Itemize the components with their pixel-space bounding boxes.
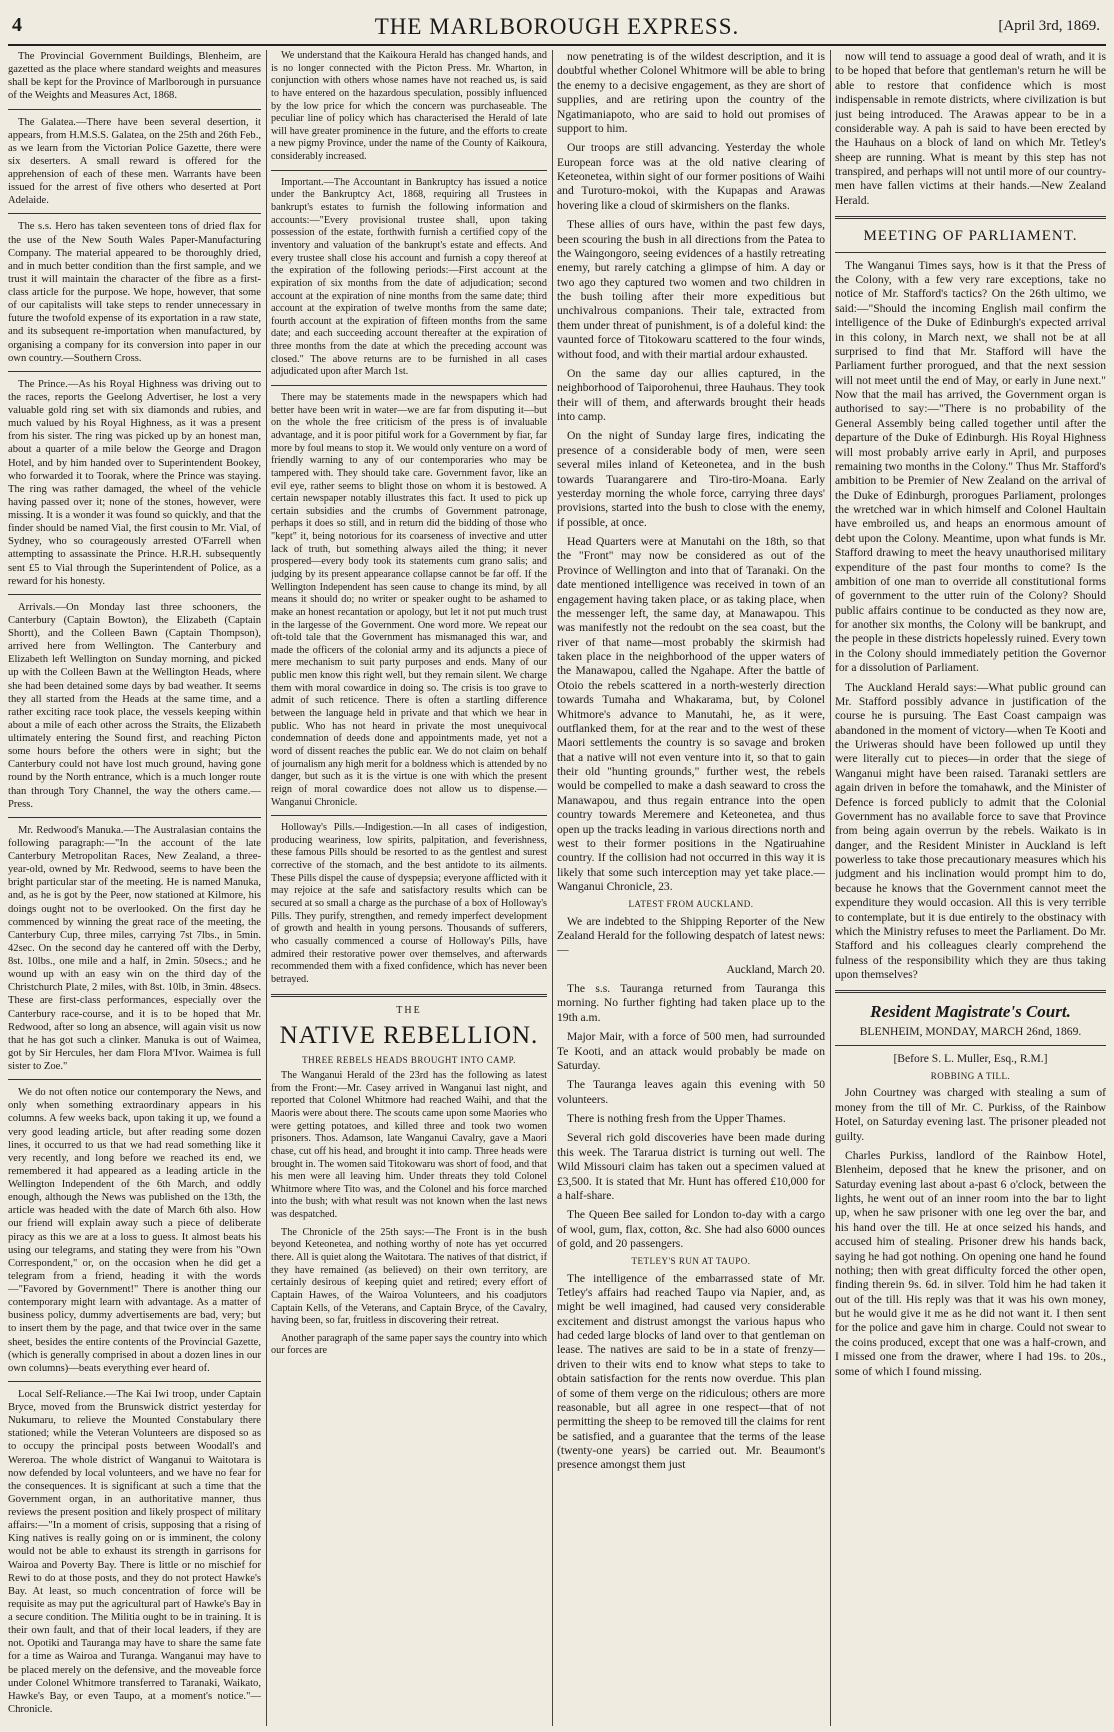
column-rule [266, 50, 267, 1726]
article-purkiss-deposition: Charles Purkiss, landlord of the Rainbow Hotel, Blenheim, deposed that he knew the prisoner, and on Saturday evening last about a-past 6 o'clock, between the lights, he went out of an inner room into the bar to light up, when he saw prisoner with one leg over the bar, and his hand over the till. He at once seized his hands, and accused him of stealing. Prisoner drew his hands back, saying he had got nothing. On opening one hand he found nothing; then with great difficulty forced the other open, finding therein 9s. 6d. in silver. Told him he had taken it out of the till. His reply was that it was his own money, but he would give it me as he did not want it. I then sent for the police and gave him in charge. Could not swear to the coins produced, except that one was a half-crown, and I missed one from the drawer, where I had 19s. to 20s., some of which I found missing. [835, 1148, 1106, 1378]
article-contemporary-news: We do not often notice our contemporary the News, and only when something extraordinary appears in his columns. A few weeks back, upon taking it up, we found a very good leading article, but after reading some dozen lines, it occurred to us that we had read something like it very recently, and long before we reached its end, we remembered it had appeared as a leading article in the Wellington Independent of the 6th March, and oddly enough, although the News was published on the 13th, the article was headed with the date of March 6th also. How our friend will explain away such a piece of deliberate piracy as this we are at a loss to guess. It almost beats his using our telegrams, and stating they were from his "Own Correspondent," or, on the occasion when he did get a telegram from a friend, heading it with the words—"Favored by Government!" There is another thing our contemporary might learn with advantage. As a matter of business policy, dummy advertisements are bad, very; but to insert them by the page, and that twice over in the same sheet, besides the entire contents of the Provincial Gazette, (which is generally comprised in about a dozen lines in our own columns)—beats everything ever heard of. [8, 1087, 261, 1374]
article-wanganui-herald: The Wanganui Herald of the 23rd has the following as latest from the Front:—Mr. Casey arrived in Wanganui last night, and reported that Colonel Whitmore had reached Waihi, and that the Maoris were about there. The scouts came upon some Maories who were getting potatoes, and killed three and took two women prisoners. Thos. Adamson, late Wanganui Cavalry, gave a Maori chase, cut off his head, and brought it into camp. Three heads were brought in. The women said Titokowaru was short of food, and that his men were all leaving him. Under threats they told Colonel Whitmore where Tito was, and the Colonel and his force marched into the bush; with what result was not known when the last news was despatched. [271, 1070, 547, 1221]
double-divider [271, 994, 547, 997]
article-local-self-reliance: Local Self-Reliance.—The Kai Iwi troop, under Captain Bryce, moved from the Brunswick district yesterday for Nukumaru, to relieve the Mounted Constabulary there stationed; while the Veteran Volunteers are disposed so as to occupy the principal posts between Woodall's and Wereroa. The whole district of Wanganui to Waitotara is now defended by local volunteers, and we have no fear for the consequences. It is significant at such a time that the Government organ, in an authoritative manner, thus reviews the present position and likely prospect of military affairs:—"In a moment of crisis, supposing that a rising of King natives is really going on or is imminent, the colony would not be able to exhaust its strength in garrisons for Wairoa and Poverty Bay. There is little or no mischief for Rewi to do at those posts, and they do not protect Hawke's Bay. At least, so much concentration of force will be requisite as may put the agricultural part of Hawke's Bay in a secure condition. The Militia ought to be in training. It is their own fault, and that of their local leaders, if they are not. Opotiki and Tauranga may have to share the same fate for a time as Wairoa and Turanga. Wanganui may have to be placed merely on the defensive, and the moveable force under Colonel Whitmore transferred to Taranaki, Waikato, Hawke's Bay, or even Taupo, at a moment's notice."—Chronicle. [8, 1388, 261, 1715]
article-upper-thames: There is nothing fresh from the Upper Thames. [567, 1112, 786, 1126]
article-queen-bee: The Queen Bee sailed for London to-day with a cargo of wool, gum, flax, cotton, &c. She had also 6000 ounces of gold, and 20 passengers. [557, 1208, 825, 1251]
masthead [8, 8, 1106, 46]
divider [835, 1045, 1106, 1046]
double-divider [835, 990, 1106, 993]
page-number: 4 [12, 14, 22, 36]
article-gold-discoveries: Several rich gold discoveries have been made during this week. The Tararua district is turning out well. The Wild Missouri claim has taken out a specimen valued at £3,500. It is stated that Mr. Hunt has offered £10,000 for a half-share. [557, 1131, 825, 1202]
subheading-rebels-heads: THREE REBELS HEADS BROUGHT INTO CAMP. [302, 1054, 516, 1065]
columns [8, 50, 1106, 1726]
divider [835, 252, 1106, 253]
article-arrivals: Arrivals.—On Monday last three schooners, the Canterbury (Captain Bowton), the Elizabeth (Captain Shortt), and the Colleen Bawn (Captain Thompson), arrived here from Wellington. The Canterbury and Elizabeth left Wellington on Sunday morning, and picked up with the Colleen Bawn at the Wellington Heads, where she had been detained some days by bad weather. It seems they all started from the Heads at the same time, and a rather exciting race took place, the vessels keeping within about a mile of each other across the Straits, the Elizabeth ultimately entering the Sound first, and reaching Picton some hours before the others were in sight; but the Canterbury could not have lost much ground, having gone round by the North entrance, which is a much longer route than through Tory Channel, the way the others came.—Press. [8, 601, 261, 810]
column-1 [8, 50, 261, 1726]
divider [8, 1381, 261, 1382]
article-auckland-herald: The Auckland Herald says:—What public ground can Mr. Stafford possibly advance in justification of the course he is pursuing. The East Coast campaign was abandoned in the moment of victory—when Te Kooti and the Uriweras should have been followed up until they were literally cut to pieces—in order that the siege of Wanganui might have been raised. Taranaki settlers are again driven in before the tomahawk, and the Minister of Defence is forced publicly to admit that the Colonial Government has no available force to save that Province from being again overrun by the rebels. Waikato is in danger, and the Resident Minister in Auckland is left powerless to take those precautionary measures which his judgment and his inclination would prompt him to do, because he knows that the Government cannot meet the expenditure they would occasion. All this is very terrible to contemplate, but it is due entirely to the obstinacy with which the Ministry refuses to meet the Parliament. Do Mr. Stafford and his colleagues clearly comprehend the fulness of the responsibility which they are thus taking upon themselves? [835, 680, 1106, 982]
article-continued: now penetrating is of the wildest description, and it is doubtful whether Colonel Whitmore will be able to bring the enemy to a decisive engagement, as they are short of supplies, and are retiring upon the country of the Ngatimaniapoto, who are said to hold out promises of support to him. [557, 50, 825, 135]
divider [8, 109, 261, 110]
article-tauranga-returned: The s.s. Tauranga returned from Tauranga this morning. No further fighting had taken place up to the 19th a.m. [557, 982, 825, 1024]
article-troops-advancing: Our troops are still advancing. Yesterday the whole European force was at the old native clearing of Keteonetea, within sight of our former positions of Waihi and Turoturo-mokoi, with the Kupapas and Arawas hovering like a cloud of skirmishers on the flanks. [557, 141, 825, 212]
divider [8, 594, 261, 595]
divider [8, 213, 261, 214]
article-continued: now will tend to assuage a good deal of wrath, and it is to be hoped that before that gentleman's return he will be able to restore that confidence which is most indispensable in remote districts, where civilization is but just being introduced. The Arawas appear to be in a considerable way. A pah is said to have been erected by the Hauhaus on a block of land on which Mr. Tetley's sheep are running. What is meant by this step has not transpired, and perhaps will not until more of our country-men have fallen victims at their hands.—New Zealand Herald. [835, 50, 1106, 207]
article-press-criticism: There may be statements made in the newspapers which had better have been writ in water—we are far from disputing it—but on the whole the free criticism of the press is of invaluable advantage, and it is poor pitiful work for a Government by fiar, far more by foul means to stop it. We would only venture on a word of friendly warning to any of our contemporaries who may be tampered with. They should take care. Government favor, like an evil eye, rather seems to blight those on whom it is bestowed. A certain newspaper notably illustrates this fact. It used to pick up certain subsidies and the crumbs of Government patronage, perhaps it does so still, and in return did the bidding of those who "kept" it, being notorious for its coarseness of invective and utter lack of truth, but something always ailed the thing; it never prospered—every body took its statements cum grano salis; and judging by its present appearance collapse cannot be far off. If the Wellington Independent has seen cause to change its mind, by all means it should do; no writer or speaker ought to be ashamed to make an honest recantation or apology, but let it not put much trust in the largesse of the Government. One word more. We repeat our oft-told tale that the Government has mismanaged this war, and made the officers of the colonial army and its adjuncts a piece of mere mechanism to suit party purposes and ends. Many of our public men know this right well, but they remain silent. We charge them with moral cowardice in doing so. The crisis is too grave to admit of such reticence. There is often a startling difference between the language held in private and that which we hear in public. Who has not heard in private the most unequivocal condemnation of deeds done and appointments made, yet not a word of dissent reaches the public ear. We do not claim on behalf of journalism any high merit for a boldness which is attended by no danger, but such as it is the virtue is one with which the present reign of moral cowardice does not allow us to dispense.—Wanganui Chronicle. [271, 392, 547, 808]
headline-native-rebellion: NATIVE REBELLION. [279, 1021, 539, 1049]
divider [271, 815, 547, 816]
article-redwood-manuka: Mr. Redwood's Manuka.—The Australasian contains the following paragraph:—"In the account of the late Canterbury Metropolitan Races, New Zealand, a three-year-old, owned by Mr. Redwood, seems to have been the bright particular star of the meeting. He is named Manuka, and, as he is got by the Peer, now stationed at Kilmore, his doings ought not to be overlooked. On the first day he commenced by winning the great race of the meeting, the Canterbury Cup, three miles, carrying 7st 7lbs., in 5min. 42sec. On the second day he cantered off with the Derby, 8st. 10lbs., one mile and a half, in 2min. 50secs.; and he wound up with an easy win on the third day of the Christchurch Plate, 2 miles, with 8st. 10lb, in 3min. 48secs. These are first-class performances, especially over the Canterbury race-course, and it is to be hoped that Mr. Redwood, after so long an absence, will again visit us now that he has got such a clinker. Manuka is out of Waimea, got by Sir Hercules, her dam Flora M'Ivor. Waimea is full sister to Zoe." [8, 824, 261, 1072]
subheading-robbing-till: ROBBING A TILL. [930, 1071, 1011, 1082]
court-before: [Before S. L. Muller, Esq., R.M.] [893, 1051, 1048, 1065]
subheading-latest-auckland: LATEST FROM AUCKLAND. [628, 899, 754, 910]
headline-meeting-parliament: MEETING OF PARLIAMENT. [863, 228, 1078, 245]
column-2 [271, 50, 547, 1726]
court-dateline: BLENHEIM, MONDAY, MARCH 26nd, 1869. [859, 1024, 1082, 1038]
article-large-fires: On the night of Sunday large fires, indicating the presence of a considerable body of men, were seen several miles inland of Keteonetea, and in the bush towards Tuarangarere and Tiro-tiro-Moana. Early yesterday morning the whole force, carrying three days' provisions, started into the bush to close with the enemy, if possible, at once. [557, 429, 825, 529]
article-kaikoura-herald: We understand that the Kaikoura Herald has changed hands, and is no longer connected with the Picton Press. Mr. Wharton, in conjunction with others whose names have not reached us, is said to have entered on the hazardous speculation, possibly influenced by the low price for which the concern was purchaseable. The peculiar line of policy which has characterised the Herald of late will have greater prominence in the future, and the efforts to create a new pigmy Province, under the name of the County of Kaikoura, considerably increased. [271, 50, 547, 163]
divider [8, 371, 261, 372]
dateline-auckland: Auckland, March 20. [726, 962, 825, 976]
subheading-tetleys-run: TETLEY'S RUN AT TAUPO. [631, 1256, 751, 1267]
article-the-prince: The Prince.—As his Royal Highness was driving out to the races, reports the Geelong Advertiser, he lost a very valuable gold ring set with six diamonds and rubies, and much valued by his Royal Highness, as it was a present from his sister. The ring was picked up by an honest man, about a quarter of a mile below the George and Dragon Hotel, and by him handed over to Superintendent Bookey, who forwarded it to Toorak, where the Prince was staying. The ring was rather damaged, the wheel of the vehicle having passed over it; none of the stones, however, were missing. It is a wonder it was found so quickly, and that the finder should be named Vial, the first cousin to Mr. Vial, of Sydney, who so courageously arrested O'Farrell when attempting to assassinate the Prince. H.R.H. subsequently sent £5 to Vial through the Superintendent of Police, as a reward for his honesty. [8, 378, 261, 587]
article-courtney-charge: John Courtney was charged with stealing a sum of money from the till of Mr. C. Purkiss, of the Rainbow Hotel, on Saturday evening last. The prisoner pleaded not guilty. [835, 1086, 1106, 1143]
article-galatea: The Galatea.—There have been several desertion, it appears, from H.M.S.S. Galatea, on the 25th and 26th Feb., as we learn from the Victorian Police Gazette, there were six deserters. A small reward is offered for the apprehension of each of these men. Warrants have been issued for the arrest of five others who deserted at Port Adelaide. [8, 116, 261, 207]
double-divider [835, 216, 1106, 219]
article-allies: These allies of ours have, within the past few days, been scouring the bush in all directions from the Patea to the Waingongoro, seeing evidences of a hastily retreating enemy, but rarely catching a glimpse of him. A day or two ago they captured two women and two children in the bush toiling after their more expeditious but unchivalrous companions. Their tale, extracted from them under threat of punishment, is of a doleful kind: the vaunted force of Titokowaru scattered to the four winds, without food, and with their martial ardour exhausted. [557, 218, 825, 361]
article-major-mair: Major Mair, with a force of 500 men, had surrounded Te Kooti, and an attack would probably be made on Saturday. [557, 1030, 825, 1072]
article-shipping-reporter: We are indebted to the Shipping Reporter of the New Zealand Herald for the following despatch of latest news:— [557, 914, 825, 957]
divider [8, 1079, 261, 1080]
article-important-bankruptcy: Important.—The Accountant in Bankruptcy has issued a notice under the Bankruptcy Act, 1868, requiring all Trustees in bankrupt's estates to furnish the following information and accounts:—"Every provisional trustee shall, upon taking possession of the estate, forthwith furnish a certified copy of the inventory and valuation of the bankrupt's estate and effects. And every trustee shall close his account and furnish a copy thereof at the expiration of the following periods:—First account at the expiration of six months from the date of adjudication; second account at the expiration of nine months from the same date; third account at the expiration of twelve months from the same date; fourth account at the expiration of fifteen months from the same date; and each succeeding account thereafter at the expiration of three months from the date at which the preceding account was closed." The above returns are to be furnished in all cases adjudicated upon after March 1st. [271, 176, 547, 378]
article-tetley: The intelligence of the embarrassed state of Mr. Tetley's affairs had reached Taupo via Napier, and, as might be well imagined, had caused very considerable excitement and distrust amongst the various hapus who had ceded large blocks of land over to that gentleman on lease. The natives are said to be in a state of frenzy—driven to their wits end to know what steps to take to obtain satisfaction for the rents now overdue. This plan of some of them verge on the ridiculous; others are more reasonable, but all agree in one respect—that of not permitting the sheep to be removed till the claims for rent be satisfied, and a guarantee that the terms of the lease (twenty-one years) be carried out. Mr. Beaumont's presence amongst them just [557, 1271, 825, 1472]
article-weights-measures: The Provincial Government Buildings, Blenheim, are gazetted as the place where standard weights and measures shall be kept for the Province of Marlborough in pursuance of the Weights and Measures Act, 1868. [8, 51, 261, 102]
divider [271, 170, 547, 171]
column-rule [552, 50, 553, 1726]
column-4 [835, 50, 1106, 1726]
issue-date: [April 3rd, 1869. [998, 18, 1100, 34]
article-hero-flax: The s.s. Hero has taken seventeen tons of dried flax for the use of the New South Wales Paper-Manufacturing Company. The material appeared to be thoroughly dried, and in much better condition than the first sample, and we trust it will maintain the character of the fibre as a first-class article for the purpose. We hope, however, that some of our capitalists will take steps to render unnecessary in future the twofold expense of its exportation in a raw state, and its subsequent re-importation when manufactured, by organising a company for its conversion into paper in our own country.—Southern Cross. [8, 221, 261, 364]
divider [271, 385, 547, 386]
divider [8, 817, 261, 818]
article-head-quarters: Head Quarters were at Manutahi on the 18th, so that the "Front" may now be considered as out of the Province of Wellington and into that of Taranaki. On the date mentioned intelligence was received in town of an engagement having taken place, or as taking place, when the messenger left, the same day, at Manawapou. This was manifestly not the redoubt on the sea coast, but the river of that name—most probably the skirmish had taken place in the neighborhood of the upper waters of the Manawapou, called the Ngahape. After the battle of Otoio the rebels scattered in a north-westerly direction towards Tumaha and Whakarama, but, by Colonel Whitmore's advance to Manutahi, he, as it were, outflanked them, for at the rear and to the west of these Maori settlements the country is so savage and broken that a native will not even venture into it, so that to gain their old "hunting grounds," further west, the rebels would be compelled to make a dash seaward to cross the Manawapou, and thus regain entrance into the open country towards Meremere and Keteonetea, and thus open up the tracks leading in various directions north and west to their former positions in the Ngatiruahine country. If the collision had not occurred in this way it is likely that some such interception may yet take place.—Wanganui Chronicle, 23. [557, 535, 825, 893]
article-holloways-pills: Holloway's Pills.—Indigestion.—In all cases of indigestion, producing weariness, low spirits, palpitation, and feverishness, these famous Pills should be resorted to as the gentlest and surest corrective of the stomach, and the best antidote to its ailments. These Pills dispel the cause of dyspepsia; everyone afflicted with it may rejoice at the safe and satisfactory results which can be secured at so small a charge as the purchase of a box of Holloway's Pills. They purify, strengthen, and remedy imperfect development of growth and health in young persons. Thousands of sufferers, who casually commenced a course of Holloway's Pills, have admired their restorative power over themselves, and afterwards recommended them with a fixed confidence, which has never been betrayed. [271, 822, 547, 985]
column-3 [557, 50, 825, 1726]
article-hauhaus-captured: On the same day our allies captured, in the neighborhood of Taiporohenui, three Hauhaus. They took their will of them, and afterwards brought their heads into camp. [557, 366, 825, 423]
article-chronicle-25th: The Chronicle of the 25th says:—The Front is in the bush beyond Keteonetea, and nothing worthy of note has yet occurred there. All is quiet along the Waitotara. The natives of that district, if they have remained (as believed) on their own territory, are certainly desirous of keeping quiet and retired; every effort of Captain Hawes, of the Wairoa Volunteers, and his coadjutors Captain Kells, of the Veterans, and Captain Bryce, of the Cavalry, having been, so far, fruitless in discovering their retreat. [271, 1226, 547, 1327]
headline-prefix: THE [396, 1005, 422, 1017]
column-rule [830, 50, 831, 1726]
article-tauranga-leaves: The Tauranga leaves again this evening with 50 volunteers. [557, 1078, 825, 1106]
article-wanganui-times: The Wanganui Times says, how is it that the Press of the Colony, with a few very rare exceptions, take no notice of Mr. Stafford's tactics? On the 26th ultimo, we said:—"Should the incoming English mail confirm the intelligence of the Duke of Edinburgh's expected arrival in this colony, in March next, we shall not be at all surprised to find that Mr. Stafford will have the Parliament further prorogued, and that the next session will not meet until the end of May, or early in June next." Now that the mail has arrived, the Government organ is authorised to say:—"There is no probability of the General Assembly being called together until after the departure of the Duke of Edinburgh. His Royal Highness will most probably arrive early in April, and purposes remaining two months in the Colony." Thus Mr. Stafford's ambition to be Premier of New Zealand on the arrival of the Duke of Edinburgh, prorogues Parliament, prolonges the wretched war in which himself and Colonel Haultain have embroiled us, and heaps an enormous amount of debt upon the Colony. Meantime, upon what funds is Mr. Stafford drawing to meet the heavy unauthorised military expenditure of the past four months to come? Is the ambition of one man to override all constitutional forms of government to the utter ruin of the Colony? Should public affairs continue to be conducted as they now are, for another six months, the Colony will be bankrupt, and the people in these districts hopelessly ruined. Every town in the Colony should immediately petition the Governor for a dissolution of Parliament. [835, 258, 1106, 675]
newspaper-title: THE MARLBOROUGH EXPRESS. [374, 14, 740, 39]
headline-magistrates-court: Resident Magistrate's Court. [870, 1002, 1071, 1022]
article-another-paragraph: Another paragraph of the same paper says the country into which our forces are [271, 1332, 547, 1357]
